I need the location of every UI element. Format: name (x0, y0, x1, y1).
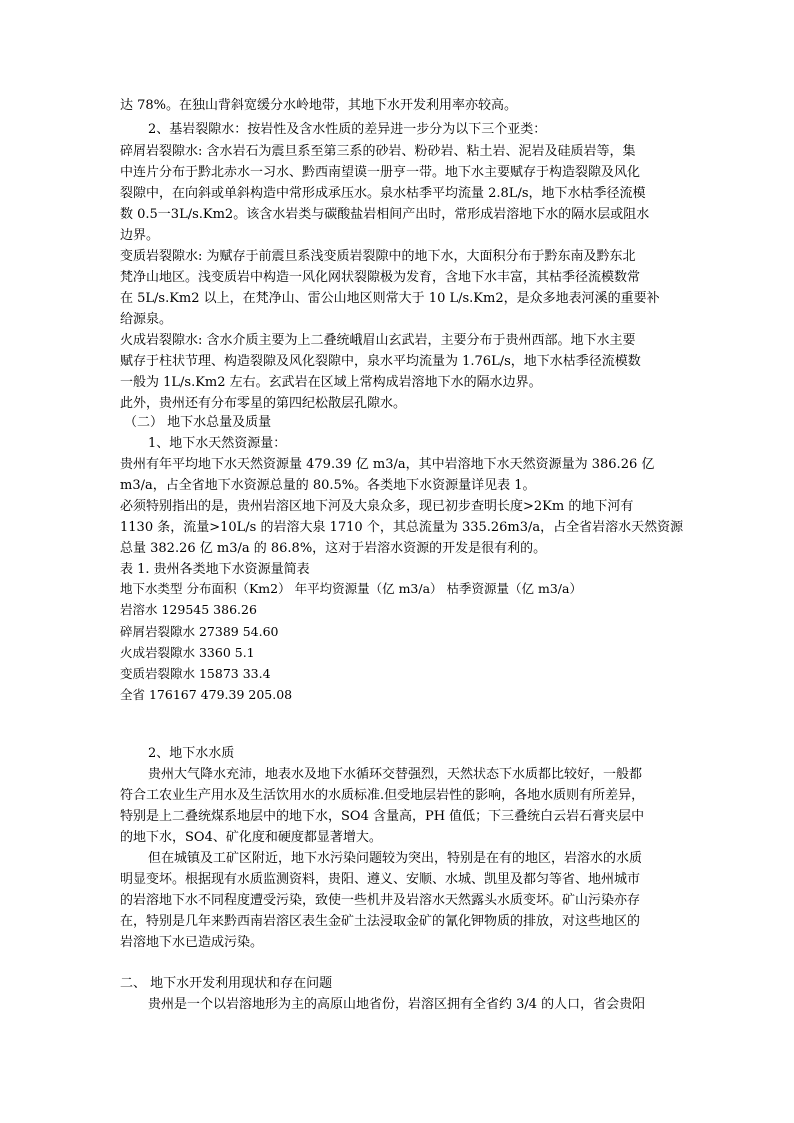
text-line: 火成岩裂隙水: 含水介质主要为上二叠统峨眉山玄武岩，主要分布于贵州西部。地下水主要 (120, 333, 636, 348)
text-line: 碎屑岩裂隙水: 含水岩石为震旦系至第三系的砂岩、粉砂岩、粘土岩、泥岩及硅质岩等，集 (120, 144, 636, 159)
text-line: m3/a，占全省地下水资源总量的 80.5%。各类地下水资源量详见表 1。 (120, 478, 536, 493)
text-line: 此外，贵州还有分布零星的第四纪松散层孔隙水。 (120, 396, 407, 411)
text-line: 但在城镇及工矿区附近，地下水污染问题较为突出，特别是在有的地区，岩溶水的水质 (148, 851, 643, 866)
text-line: 中连片分布于黔北赤水一习水、黔西南望谟一册亨一带。地下水主要赋存于构造裂隙及风化 (120, 165, 641, 180)
text-line: 在，特别是几年来黔西南岩溶区表生金矿土法浸取金矿的氰化钾物质的排放，对这些地区的 (120, 914, 641, 929)
text-line: 赋存于柱状节理、构造裂隙及风化裂隙中，泉水平均流量为 1.76L/s，地下水枯季径流模数 (120, 354, 641, 369)
text-line: 梵净山地区。浅变质岩中构造一风化网状裂隙极为发育，含地下水丰富，其枯季径流模数常 (120, 270, 641, 285)
text-line: 岩溶地下水已造成污染。 (120, 935, 264, 950)
text-line: 给源泉。 (120, 312, 173, 327)
table-row: 火成岩裂隙水 3360 5.1 (120, 645, 255, 660)
table-header: 地下水类型 分布面积（Km2） 年平均资源量（亿 m3/a） 枯季资源量（亿 m3/a） (120, 581, 582, 596)
table-row: 全省 176167 479.39 205.08 (120, 687, 293, 702)
table-caption: 表 1. 贵州各类地下水资源量简表 (120, 562, 310, 577)
text-line: 边界。 (120, 228, 160, 243)
section-heading: （二） 地下水总量及质量 (124, 415, 272, 430)
text-line: 的岩溶地下水不同程度遭受污染，致使一些机井及岩溶水天然露头水质变坏。矿山污染亦存 (120, 893, 641, 908)
text-line: 裂隙中，在向斜或单斜构造中常形成承压水。泉水枯季平均流量 2.8L/s，地下水枯季径流模 (120, 186, 646, 201)
table-row: 碎屑岩裂隙水 27389 54.60 (120, 624, 279, 639)
text-line: 贵州大气降水充沛，地表水及地下水循环交替强烈，天然状态下水质都比较好，一般都 (148, 767, 643, 782)
text-line: 的地下水，SO4、矿化度和硬度都显著增大。 (120, 830, 382, 845)
text-line: 1130 条，流量>10L/s 的岩溶大泉 1710 个，其总流量为 335.26m3/a，占全省岩溶水天然资源 (120, 520, 684, 535)
subsection-heading: 2、地下水水质 (148, 746, 235, 761)
text-line: 2、基岩裂隙水：按岩性及含水性质的差异进一步分为以下三个亚类： (148, 122, 547, 137)
text-line: 特别是上二叠统煤系地层中的地下水，SO4 含量高，PH 值低；下三叠统白云岩石膏夹层中 (120, 809, 645, 824)
text-line: 明显变坏。根据现有水质监测资料，贵阳、遵义、安顺、水城、凯里及都匀等省、地州城市 (120, 872, 641, 887)
table-row: 变质岩裂隙水 15873 33.4 (120, 666, 271, 681)
text-line: 贵州是一个以岩溶地形为主的高原山地省份，岩溶区拥有全省约 3/4 的人口，省会贵阳 (148, 997, 646, 1012)
text-line: 一般为 1L/s.Km2 左右。玄武岩在区域上常构成岩溶地下水的隔水边界。 (120, 375, 542, 390)
text-line: 贵州有年平均地下水天然资源量 479.39 亿 m3/a，其中岩溶地下水天然资源量为 386.26 亿 (120, 457, 655, 472)
table-row: 岩溶水 129545 386.26 (120, 602, 257, 617)
subsection-heading: 1、地下水天然资源量： (148, 436, 287, 451)
text-line: 数 0.5一3L/s.Km2。该含水岩类与碳酸盐岩相间产出时，常形成岩溶地下水的隔水层或阻水 (120, 207, 650, 222)
text-line: 在 5L/s.Km2 以上，在梵净山、雷公山地区则常大于 10 L/s.Km2，是众多地表河溪的重要补 (120, 291, 660, 306)
text-line: 变质岩裂隙水: 为赋存于前震旦系浅变质岩裂隙中的地下水，大面积分布于黔东南及黔东北 (120, 249, 636, 264)
section-heading: 二、 地下水开发利用现状和存在问题 (120, 976, 333, 991)
text-line: 达 78%。在独山背斜宽缓分水岭地带，其地下水开发利用率亦较高。 (120, 98, 518, 113)
text-line: 必须特别指出的是，贵州岩溶区地下河及大泉众多，现已初步查明长度>2Km 的地下河有 (120, 499, 634, 514)
text-line: 总量 382.26 亿 m3/a 的 86.8%，这对于岩溶水资源的开发是很有利的。 (120, 541, 547, 556)
text-line: 符合工农业生产用水及生活饮用水的水质标准.但受地层岩性的影响，各地水质则有所差异， (120, 788, 645, 803)
